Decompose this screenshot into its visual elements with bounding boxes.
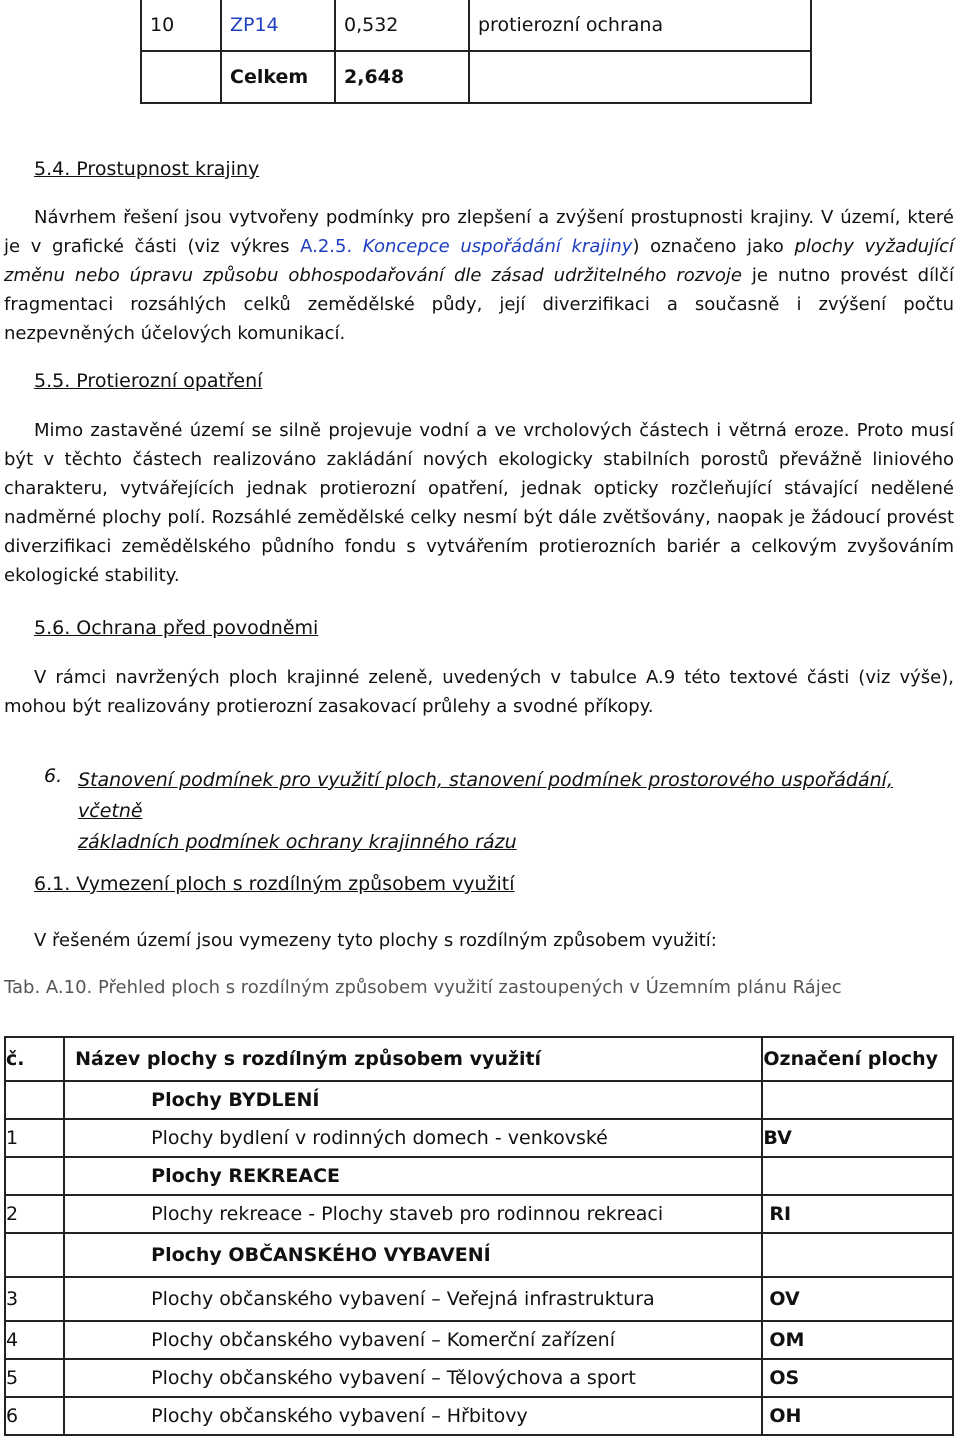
group-name: Plochy BYDLENÍ [64,1081,762,1119]
paragraph-text: Návrhem řešení jsou vytvořeny podmínky pro zlepšení a zvýšení prostupnosti krajiny. V území, které je v grafické části (viz výkres [4,207,954,257]
drawing-title: Koncepce uspořádání krajiny [352,236,633,257]
row-number: 3 [5,1277,64,1321]
greenery-table [140,0,812,104]
header-name: Název plochy s rozdílným způsobem využití [64,1037,762,1081]
area-purpose: protierozní ochrana [469,0,811,51]
drawing-reference: A.2.5. [300,236,353,257]
section-heading-5-4: 5.4. Prostupnost krajiny [34,158,260,180]
paragraph-6-1: V řešeném území jsou vymezeny tyto plochy s rozdílným způsobem využití: [34,930,717,951]
area-type-italic: plochy vyžadující změnu nebo úpravu způsobu obhospodařování dle zásad udržitelného rozvoje [4,236,954,286]
row-number: 2 [5,1195,64,1233]
row-code: OS [762,1359,953,1397]
section-heading-5-6: 5.6. Ochrana před povodněmi [34,617,319,639]
caption-prefix: Tab. A.10. [4,977,93,998]
row-name: Plochy bydlení v rodinných domech - venkovské [64,1119,762,1157]
row-code: RI [762,1195,953,1233]
row-name: Plochy rekreace - Plochy staveb pro rodinnou rekreaci [64,1195,762,1233]
row-name: Plochy občanského vybavení – Tělovýchova a sport [64,1359,762,1397]
paragraph-text: ) označeno jako [632,236,795,257]
table-row [5,1277,953,1321]
table-row [141,0,811,51]
table-row [5,1397,953,1435]
table-row [5,1321,953,1359]
row-name: Plochy občanského vybavení – Hřbitovy [64,1397,762,1435]
row-number: 5 [5,1359,64,1397]
caption-text: Přehled ploch s rozdílným způsobem využití zastoupených v Územním plánu Rájec [92,977,842,998]
row-number: 4 [5,1321,64,1359]
section-heading-5-5: 5.5. Protierozní opatření [34,370,263,392]
chapter-heading [78,765,960,858]
chapter-heading-line: Stanovení podmínek pro využití ploch, stanovení podmínek prostorového uspořádání, včetně [78,769,893,822]
land-use-table [4,1036,954,1436]
group-name: Plochy REKREACE [64,1157,762,1195]
table-caption [4,977,842,998]
row-number [5,1233,64,1277]
table-row [5,1119,953,1157]
row-code: BV [762,1119,953,1157]
header-number: č. [5,1037,64,1081]
table-row [5,1195,953,1233]
row-name: Plochy občanského vybavení – Komerční zařízení [64,1321,762,1359]
group-name: Plochy OBČANSKÉHO VYBAVENÍ [64,1233,762,1277]
row-code [762,1233,953,1277]
chapter-number: 6. [44,765,63,787]
section-heading-6-1: 6.1. Vymezení ploch s rozdílným způsobem využití [34,873,515,895]
area-code: ZP14 [221,0,335,51]
total-label: Celkem [221,51,335,103]
row-number: 6 [5,1397,64,1435]
chapter-heading-line: základních podmínek ochrany krajinného rázu [78,831,517,853]
row-number: 10 [141,0,221,51]
table-row-group [5,1233,953,1277]
table-row-group [5,1081,953,1119]
table-row-group [5,1157,953,1195]
row-number [5,1157,64,1195]
paragraph-5-4 [4,203,954,348]
row-number [5,1081,64,1119]
total-value: 2,648 [335,51,469,103]
paragraph-5-6: V rámci navržených ploch krajinné zeleně, uvedených v tabulce A.9 této textové části (viz výše), mohou být realizovány protierozní zasakovací průlehy a svodné příkopy. [4,667,954,717]
table-header-row [5,1037,953,1081]
row-code: OV [762,1277,953,1321]
paragraph-text: je nutno provést dílčí fragmentaci rozsáhlých celků zemědělské půdy, její diverzifikaci a současně i zvýšení počtu nezpevněných účelových komunikací. [4,265,955,344]
row-code: OM [762,1321,953,1359]
row-code [762,1157,953,1195]
paragraph-5-5: Mimo zastavěné území se silně projevuje vodní a ve vrcholových částech i větrná eroze. Proto musí být v těchto částech realizováno zakládání nových ekologicky stabilních porostů převážně liniového charakteru, vytvářejících jednak protierozní opatření, jednak opticky rozčleňující stávající nedělené nadměrné plochy polí. Rozsáhlé zemědělské celky nesmí být dále zvětšovány, naopak je žádoucí provést diverzifikaci zemědělského půdního fondu s vytvářením protierozních bariér a celkovým zvyšováním ekologické stability. [4,420,954,586]
row-code [762,1081,953,1119]
row-name: Plochy občanského vybavení – Veřejná infrastruktura [64,1277,762,1321]
row-code: OH [762,1397,953,1435]
area-purpose [469,51,811,103]
row-number: 1 [5,1119,64,1157]
row-number [141,51,221,103]
table-row [141,51,811,103]
area-size: 0,532 [335,0,469,51]
header-code: Označení plochy [762,1037,953,1081]
table-row [5,1359,953,1397]
